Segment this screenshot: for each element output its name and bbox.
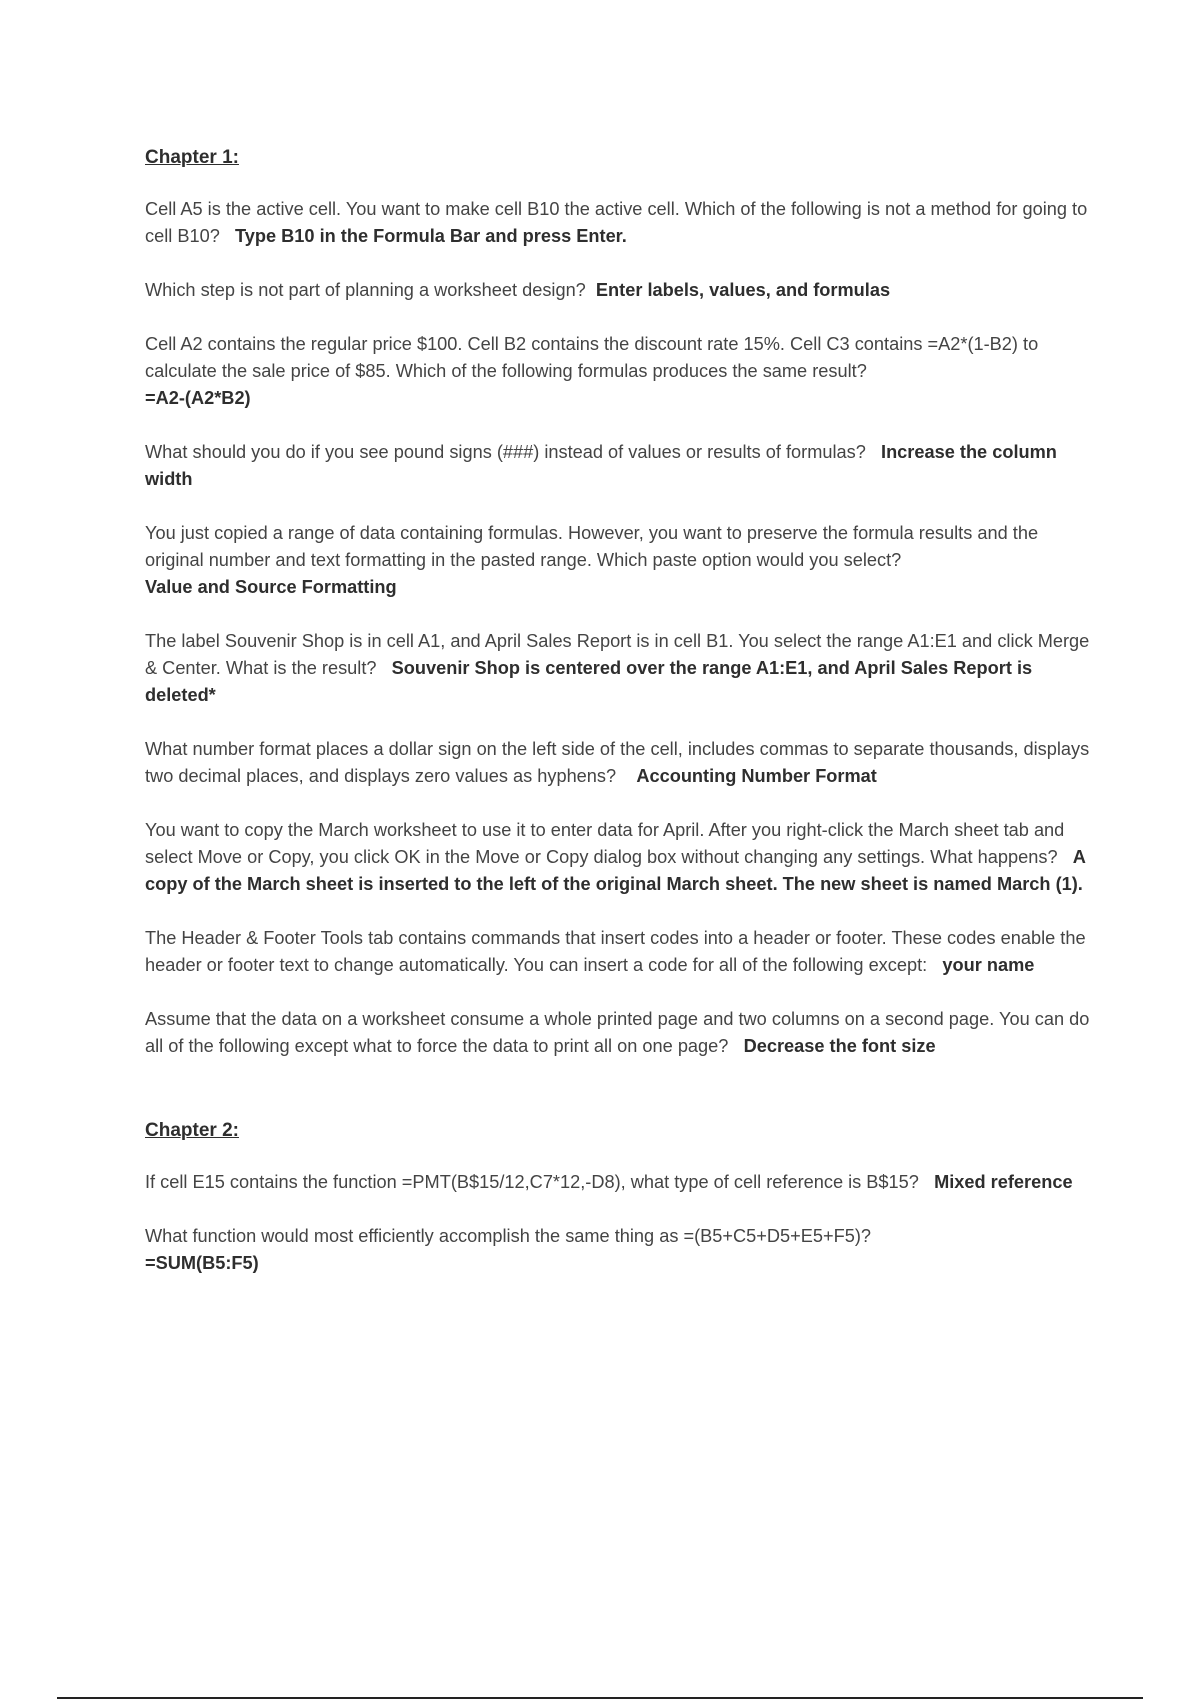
question-item <box>145 1169 1090 1196</box>
answer-text: A copy of the March sheet is inserted to the left of the original March sheet. The new sheet is named March (1). <box>145 847 1086 894</box>
question-item <box>145 1006 1090 1060</box>
chapter-2-heading: Chapter 2: <box>145 1120 239 1141</box>
question-text: You want to copy the March worksheet to use it to enter data for April. After you right-click the March sheet tab and select Move or Copy, you click OK in the Move or Copy dialog box without changing any settings. What happens? <box>145 820 1065 867</box>
question-text: The Header & Footer Tools tab contains commands that insert codes into a header or footer. These codes enable the header or footer text to change automatically. You can insert a code for all of the following except: <box>145 928 1086 975</box>
page-bottom-divider <box>57 1697 1143 1699</box>
question-item <box>145 277 1090 304</box>
question-item <box>145 736 1090 790</box>
answer-text: =A2-(A2*B2) <box>145 388 251 408</box>
question-text: What function would most efficiently accomplish the same thing as =(B5+C5+D5+E5+F5)? <box>145 1226 872 1246</box>
question-text: What should you do if you see pound signs (###) instead of values or results of formulas? <box>145 442 866 462</box>
question-text: Which step is not part of planning a worksheet design? <box>145 280 586 300</box>
answer-text: Accounting Number Format <box>636 766 877 786</box>
answer-text: Value and Source Formatting <box>145 577 397 597</box>
question-item <box>145 925 1090 979</box>
answer-text: Type B10 in the Formula Bar and press Enter. <box>235 226 627 246</box>
question-text: Cell A2 contains the regular price $100. Cell B2 contains the discount rate 15%. Cell C3 contains =A2*(1-B2) to calculate the sale price of $85. Which of the following formulas produces the same result? <box>145 334 1039 381</box>
answer-text: Enter labels, values, and formulas <box>595 280 891 300</box>
answer-text: Increase the column width <box>145 442 1057 489</box>
answer-text: Mixed reference <box>934 1172 1073 1192</box>
question-text: If cell E15 contains the function =PMT(B$15/12,C7*12,-D8), what type of cell reference is B$15? <box>145 1172 919 1192</box>
answer-text: your name <box>942 955 1035 975</box>
question-item <box>145 628 1090 709</box>
question-text: What number format places a dollar sign on the left side of the cell, includes commas to separate thousands, displays two decimal places, and displays zero values as hyphens? <box>145 739 1090 786</box>
question-item <box>145 817 1090 898</box>
answer-text: Decrease the font size <box>743 1036 936 1056</box>
answer-text: =SUM(B5:F5) <box>145 1253 259 1273</box>
question-text: Cell A5 is the active cell. You want to make cell B10 the active cell. Which of the following is not a method for going to cell B10? <box>145 199 1088 246</box>
question-text: The label Souvenir Shop is in cell A1, and April Sales Report is in cell B1. You select the range A1:E1 and click Merge & Center. What is the result? <box>145 631 1090 678</box>
question-item <box>145 196 1090 250</box>
question-item <box>145 331 1090 412</box>
document-body <box>145 144 1090 1304</box>
chapter-1-heading: Chapter 1: <box>145 147 239 168</box>
question-item <box>145 520 1090 601</box>
question-item <box>145 439 1090 493</box>
question-text: You just copied a range of data containing formulas. However, you want to preserve the formula results and the original number and text formatting in the pasted range. Which paste option would you select? <box>145 523 1039 570</box>
answer-text: Souvenir Shop is centered over the range A1:E1, and April Sales Report is deleted* <box>145 658 1033 705</box>
question-text: Assume that the data on a worksheet consume a whole printed page and two columns on a second page. You can do all of the following except what to force the data to print all on one page? <box>145 1009 1090 1056</box>
question-item <box>145 1223 1090 1277</box>
